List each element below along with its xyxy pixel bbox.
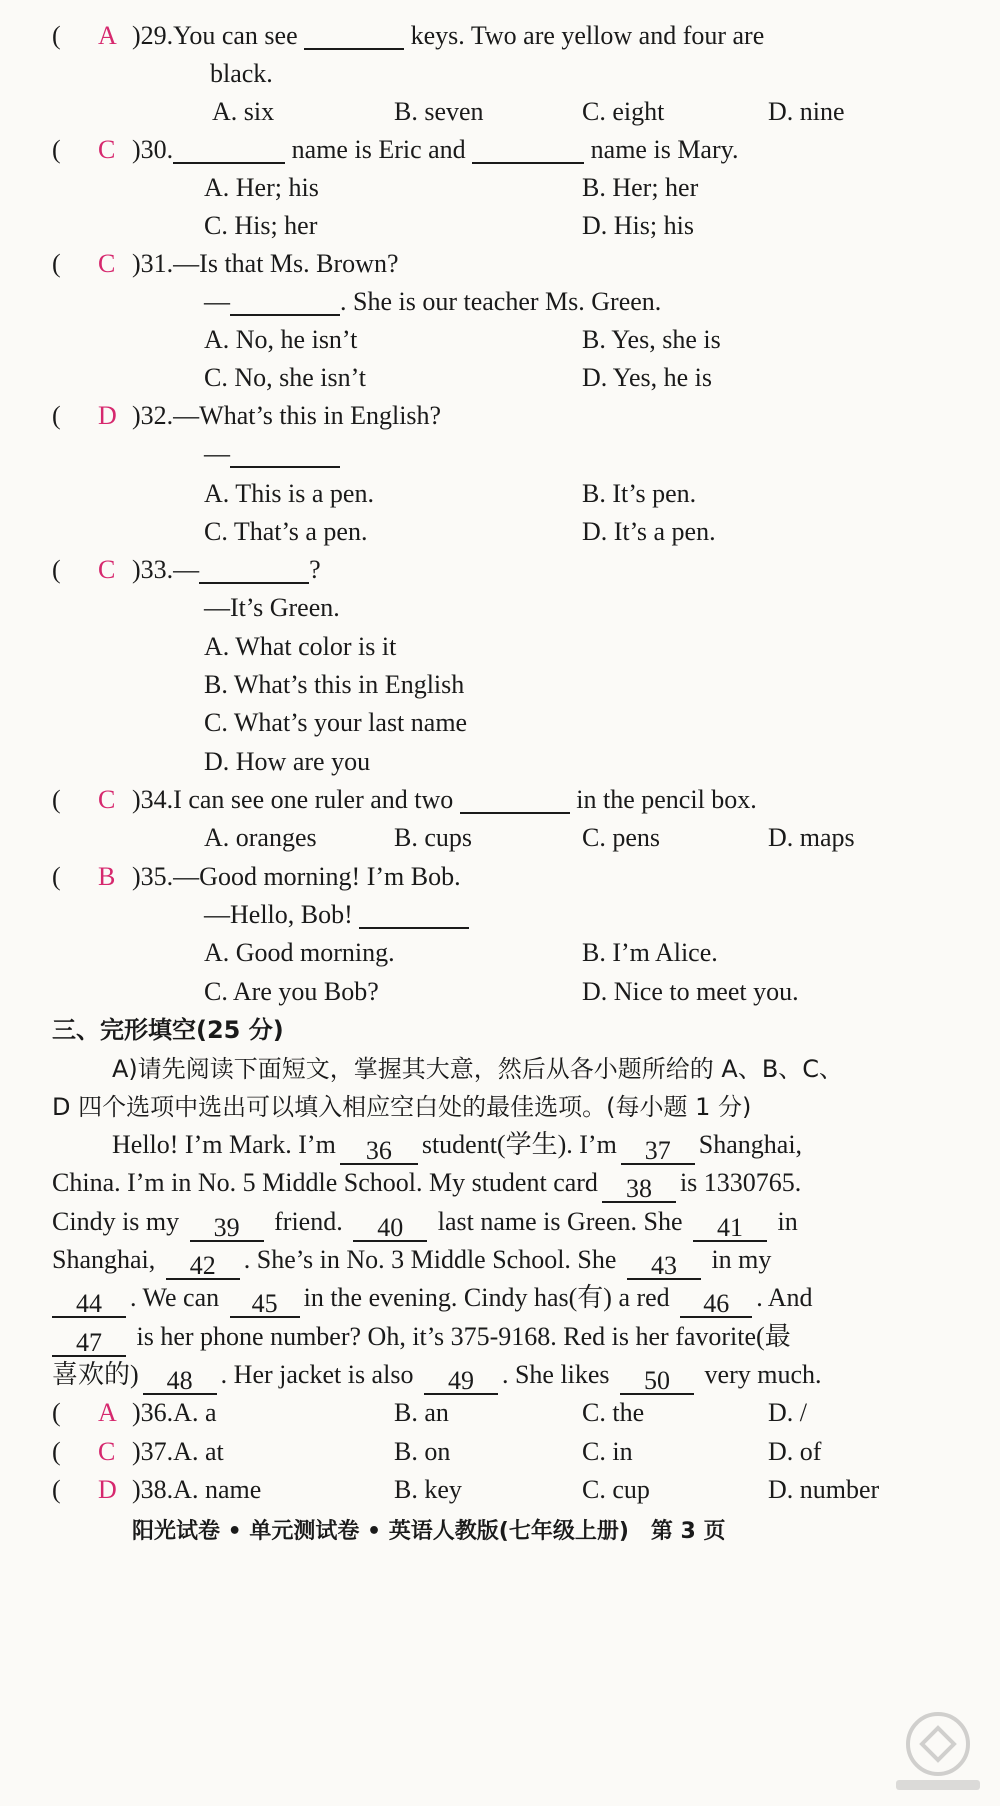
option-a: A. six <box>212 97 275 126</box>
option-c: C. eight <box>582 97 665 126</box>
answer-mark: D <box>98 401 117 430</box>
question-text: I can see one ruler and two <box>173 785 454 814</box>
question-text: —Is that Ms. Brown? <box>173 249 399 278</box>
watermark-logo-icon <box>882 1706 994 1796</box>
question-text-after: keys. Two are yellow and four are <box>410 21 765 50</box>
option-c: C. the <box>582 1398 645 1427</box>
option-c: C. His; her <box>204 211 318 240</box>
option-a: A. This is a pen. <box>204 479 374 508</box>
option-d: D. nine <box>768 97 845 126</box>
option-c: C. That’s a pen. <box>204 517 368 546</box>
answer-blank <box>230 284 340 316</box>
option-b: B. cups <box>394 823 472 852</box>
option-b: B. What’s this in English <box>204 670 465 699</box>
blank-46: 46 <box>680 1284 752 1318</box>
option-d: D. His; his <box>582 211 694 240</box>
page-footer: 阳光试卷 • 单元测试卷 • 英语人教版(七年级上册) 第 3 页 <box>132 1519 726 1544</box>
option-a: A. No, he isn’t <box>204 325 358 354</box>
blank-36: 36 <box>340 1131 418 1165</box>
answer-mark: A <box>98 21 117 50</box>
blank-40: 40 <box>353 1208 427 1242</box>
section-instructions: A)请先阅读下面短文，掌握其大意，然后从各小题所给的 A、B、C、 <box>112 1055 844 1083</box>
option-c: C. What’s your last name <box>204 708 468 737</box>
question-number: )32. <box>132 401 174 430</box>
answer-blank <box>460 782 570 814</box>
option-a: A. a <box>173 1398 217 1427</box>
answer-mark: C <box>98 135 116 164</box>
option-d: D. How are you <box>204 747 371 776</box>
option-d: D. It’s a pen. <box>582 517 716 546</box>
reply-text: —Hello, Bob! <box>204 900 353 929</box>
answer-mark: C <box>98 1437 116 1466</box>
blank-42: 42 <box>166 1246 240 1280</box>
option-c: C. cup <box>582 1475 650 1504</box>
blank-37: 37 <box>621 1131 695 1165</box>
answer-blank <box>359 897 469 929</box>
option-b: B. seven <box>394 97 484 126</box>
option-b: B. Yes, she is <box>582 325 721 354</box>
option-a: A. oranges <box>204 823 317 852</box>
option-d: D. Yes, he is <box>582 363 713 392</box>
option-c: C. pens <box>582 823 660 852</box>
option-c: C. Are you Bob? <box>204 977 379 1006</box>
blank-43: 43 <box>627 1246 701 1280</box>
question-number: )33. <box>132 555 174 584</box>
blank-41: 41 <box>693 1208 767 1242</box>
section-title: 三、完形填空(25 分) <box>52 1016 284 1044</box>
option-b: B. on <box>394 1437 451 1466</box>
answer-blank <box>173 132 285 164</box>
option-a: A. at <box>173 1437 224 1466</box>
option-b: B. I’m Alice. <box>582 938 718 967</box>
answer-mark: C <box>98 555 116 584</box>
reply-text: —It’s Green. <box>204 593 340 622</box>
answer-blank <box>472 132 584 164</box>
option-b: B. Her; her <box>582 173 699 202</box>
blank-44: 44 <box>52 1284 126 1318</box>
question-number: )34. <box>132 785 174 814</box>
question-number: )30. <box>132 135 174 164</box>
question-text: —What’s this in English? <box>173 401 442 430</box>
question-number: )29. <box>132 21 174 50</box>
exam-page: ( A )29.You can see keys. Two are yellow and four are black. A. six B. seven C. eight D. nine ( C )30. name is Eric and name is Mary. A. Her; his B. Her; her C. His; her D. His; his ( C )31.—Is that Ms. Brown? — . She is our teacher Ms. Green. A. No, he isn’t B. Yes, she is C. No, she isn’t D. Yes, he is ( D )32.—What’s this in English? — A. This is a pen. B. It’s pen. C. That’s a pen. D. It’s a pen. ( C )33.— ? —It’s Green. A. What color is it B. What’s this in English C. What’s your last name D. How are you ( C )34.I can see one ruler and two in the pencil box. A. oranges B. cups C. pens D. maps ( B )35.—Good morning! I’m Bob. —Hello, Bob! A. Good morning. B. I’m Alice. C. Are you Bob? D. Nice to meet you. 三、完形填空(25 分) A)请先阅读下面短文，掌握其大意，然后从各小题所给的 A、B、C、 D 四个选项中选出可以填入相应空白处的最佳选项。(每小题 1 分) Hello! I’m Mark. I’m 36 student(学生). I’m 37 Shanghai, China. I’m in No. 5 Middle School. My student card 38 is 1330765. Cindy is my 39 friend. 40 last name is Green. She 41 in Shanghai, 42 . She’s in No. 3 Middle School. She 43 in my 44 . We can 45 in the evening. Cindy has(有) a red 46 . And 47 is her phone number? Oh, it’s 375-9168. Red is her favorite(最 喜欢的) 48 . Her jacket is also 49 . She likes 50 very much. ( A )36.A. a B. an C. the D. / ( C )37.A. at B. on C. in D. of ( D )38.A. name B. key C. cup D. number 阳光试卷 • 单元测试卷 • 英语人教版(七年级上册) 第 3 页 <box>0 0 1000 1806</box>
blank-45: 45 <box>230 1284 300 1318</box>
blank-39: 39 <box>190 1208 264 1242</box>
blank-48: 48 <box>143 1361 217 1395</box>
option-d: D. / <box>768 1398 807 1427</box>
option-d: D. of <box>768 1437 822 1466</box>
option-a: A. name <box>173 1475 262 1504</box>
answer-mark: D <box>98 1475 117 1504</box>
paren-open: ( <box>52 21 61 50</box>
option-c: C. in <box>582 1437 633 1466</box>
answer-mark: C <box>98 785 116 814</box>
question-number: )36. <box>132 1398 174 1427</box>
option-b: B. an <box>394 1398 449 1427</box>
option-a: A. What color is it <box>204 632 397 661</box>
answer-mark: A <box>98 1398 117 1427</box>
blank-49: 49 <box>424 1361 498 1395</box>
option-d: D. maps <box>768 823 855 852</box>
answer-blank <box>230 436 340 468</box>
blank-47: 47 <box>52 1323 126 1357</box>
answer-mark: C <box>98 249 116 278</box>
option-b: B. It’s pen. <box>582 479 697 508</box>
answer-blank <box>304 18 404 50</box>
section-instructions-cont: D 四个选项中选出可以填入相应空白处的最佳选项。(每小题 1 分) <box>52 1093 752 1121</box>
question-text: You can see <box>173 21 298 50</box>
option-b: B. key <box>394 1475 462 1504</box>
blank-38: 38 <box>602 1169 676 1203</box>
blank-50: 50 <box>620 1361 694 1395</box>
question-number: )31. <box>132 249 174 278</box>
option-a: A. Her; his <box>204 173 319 202</box>
option-d: D. Nice to meet you. <box>582 977 799 1006</box>
answer-blank <box>199 552 309 584</box>
question-text: —Good morning! I’m Bob. <box>173 862 461 891</box>
option-a: A. Good morning. <box>204 938 395 967</box>
option-c: C. No, she isn’t <box>204 363 367 392</box>
answer-mark: B <box>98 862 116 891</box>
question-number: )38. <box>132 1475 174 1504</box>
question-continuation: black. <box>210 59 273 88</box>
question-number: )35. <box>132 862 174 891</box>
option-d: D. number <box>768 1475 880 1504</box>
question-number: )37. <box>132 1437 174 1466</box>
